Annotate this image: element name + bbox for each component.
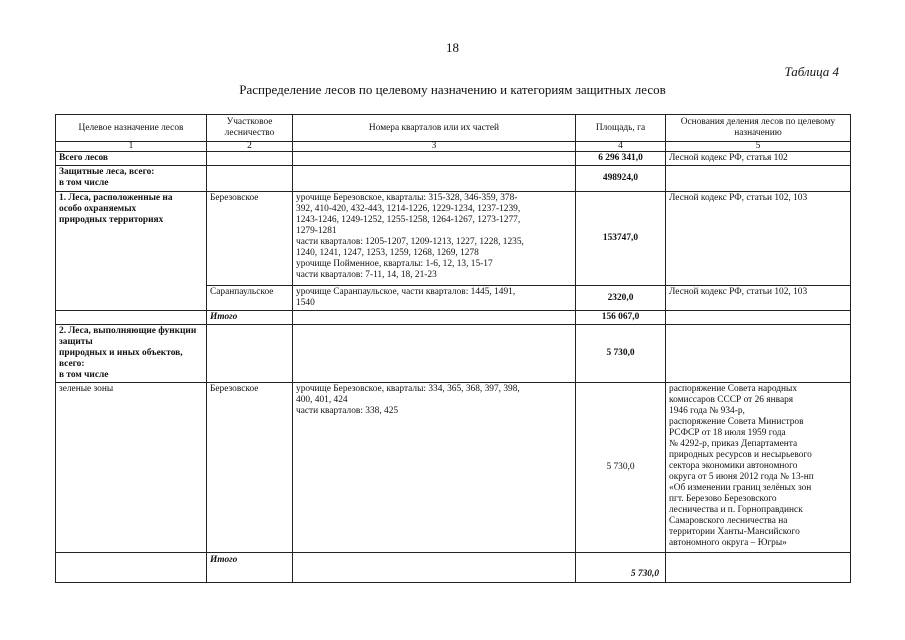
- col-number: 5: [666, 142, 851, 152]
- col-number: 4: [576, 142, 666, 152]
- table-row: [56, 383, 851, 553]
- column-number-row: [56, 142, 851, 152]
- empty-cell: [207, 152, 293, 166]
- row-name: 1. Леса, расположенные на особо охраняемых природных территориях: [56, 192, 207, 311]
- table-row: [56, 553, 851, 583]
- row-area: 5 730,0: [576, 325, 666, 383]
- empty-cell: [293, 553, 576, 583]
- header-purpose: Целевое назначение лесов: [56, 115, 207, 142]
- empty-cell: [293, 166, 576, 192]
- itogo-area: 156 067,0: [576, 311, 666, 325]
- header-row: [56, 115, 851, 142]
- header-basis: Основания деления лесов по целевому назначению: [666, 115, 851, 142]
- row-basis: Лесной кодекс РФ, статьи 102, 103: [666, 192, 851, 286]
- row-quarters: урочище Саранпаульское, части кварталов: 1445, 1491, 1540: [293, 286, 576, 311]
- row-area: 6 296 341,0: [576, 152, 666, 166]
- table-row: [56, 325, 851, 383]
- col-number: 2: [207, 142, 293, 152]
- empty-cell: [293, 311, 576, 325]
- empty-cell: [666, 553, 851, 583]
- row-basis: Лесной кодекс РФ, статья 102: [666, 152, 851, 166]
- header-quarters: Номера кварталов или их частей: [293, 115, 576, 142]
- row-name: Всего лесов: [56, 152, 207, 166]
- empty-cell: [293, 325, 576, 383]
- row-district: Саранпаульское: [207, 286, 293, 311]
- row-district: Березовское: [207, 192, 293, 286]
- empty-cell: [666, 325, 851, 383]
- empty-cell: [666, 166, 851, 192]
- header-district: Участковое лесничество: [207, 115, 293, 142]
- col-number: 1: [56, 142, 207, 152]
- row-area: 153747,0: [576, 192, 666, 286]
- forest-distribution-table: [55, 114, 851, 583]
- empty-cell: [56, 311, 207, 325]
- table-label: Таблица 4: [784, 64, 839, 79]
- table-row: [56, 311, 851, 325]
- table-row: [56, 152, 851, 166]
- document-title: Распределение лесов по целевому назначению и категориям защитных лесов: [239, 82, 666, 97]
- itogo-area: 5 730,0: [630, 569, 659, 579]
- row-basis: Лесной кодекс РФ, статьи 102, 103: [666, 286, 851, 311]
- row-quarters: урочище Березовское, кварталы: 334, 365, 368, 397, 398, 400, 401, 424 части кварталов: 338, 425: [293, 383, 576, 553]
- empty-cell: [56, 553, 207, 583]
- table-row: [56, 166, 851, 192]
- row-name: зеленые зоны: [56, 383, 207, 553]
- row-area: 498924,0: [576, 166, 666, 192]
- row-name: 2. Леса, выполняющие функции защиты природных и иных объектов, всего: в том числе: [56, 325, 207, 383]
- itogo-label: Итого: [210, 555, 238, 565]
- row-area: 5 730,0 5 730,0: [576, 383, 666, 553]
- empty-cell: [293, 152, 576, 166]
- row-quarters: урочище Березовское, кварталы: 315-328, 346-359, 378- 392, 410-420, 432-443, 1214-1226, 1229-1234, 1237-1239, 1243-1246, 1249-1252, 1255-1258, 1264-1267, 1273-1277, 1279-1281 части кварталов: 1205-1207, 1209-1213, 1227, 1228, 1235, 1240, 1241, 1247, 1253, 1259, 1268, 1269, 1278 урочище Пойменное, кварталы: 1-6, 12, 13, 15-17 части кварталов: 7-11, 14, 18, 21-23: [293, 192, 576, 286]
- header-area: Площадь, га: [576, 115, 666, 142]
- page-number: 18: [446, 40, 459, 55]
- empty-cell: [207, 166, 293, 192]
- itogo-label: Итого: [207, 311, 293, 325]
- empty-cell: [666, 311, 851, 325]
- row-name: Защитные леса, всего: в том числе: [56, 166, 207, 192]
- table-row: [56, 192, 851, 286]
- empty-cell: [207, 325, 293, 383]
- col-number: 3: [293, 142, 576, 152]
- row-area: 2320,0: [576, 286, 666, 311]
- row-district: Березовское Итого: [207, 383, 293, 553]
- row-basis: распоряжение Совета народных комиссаров СССР от 26 января 1946 года № 934-р, распоряжение Совета Министров РСФСР от 18 июля 1959 года № 4292-р, приказ Департамента природных ресурсов и несырьевого сектора экономики автономного округа от 5 июня 2012 года № 13-нп «Об изменении границ зелёных зон пгт. Березово Березовского лесничества и п. Горноправдинск Самаровского лесничества на территории Ханты-Мансийского автономного округа – Югры»: [666, 383, 851, 553]
